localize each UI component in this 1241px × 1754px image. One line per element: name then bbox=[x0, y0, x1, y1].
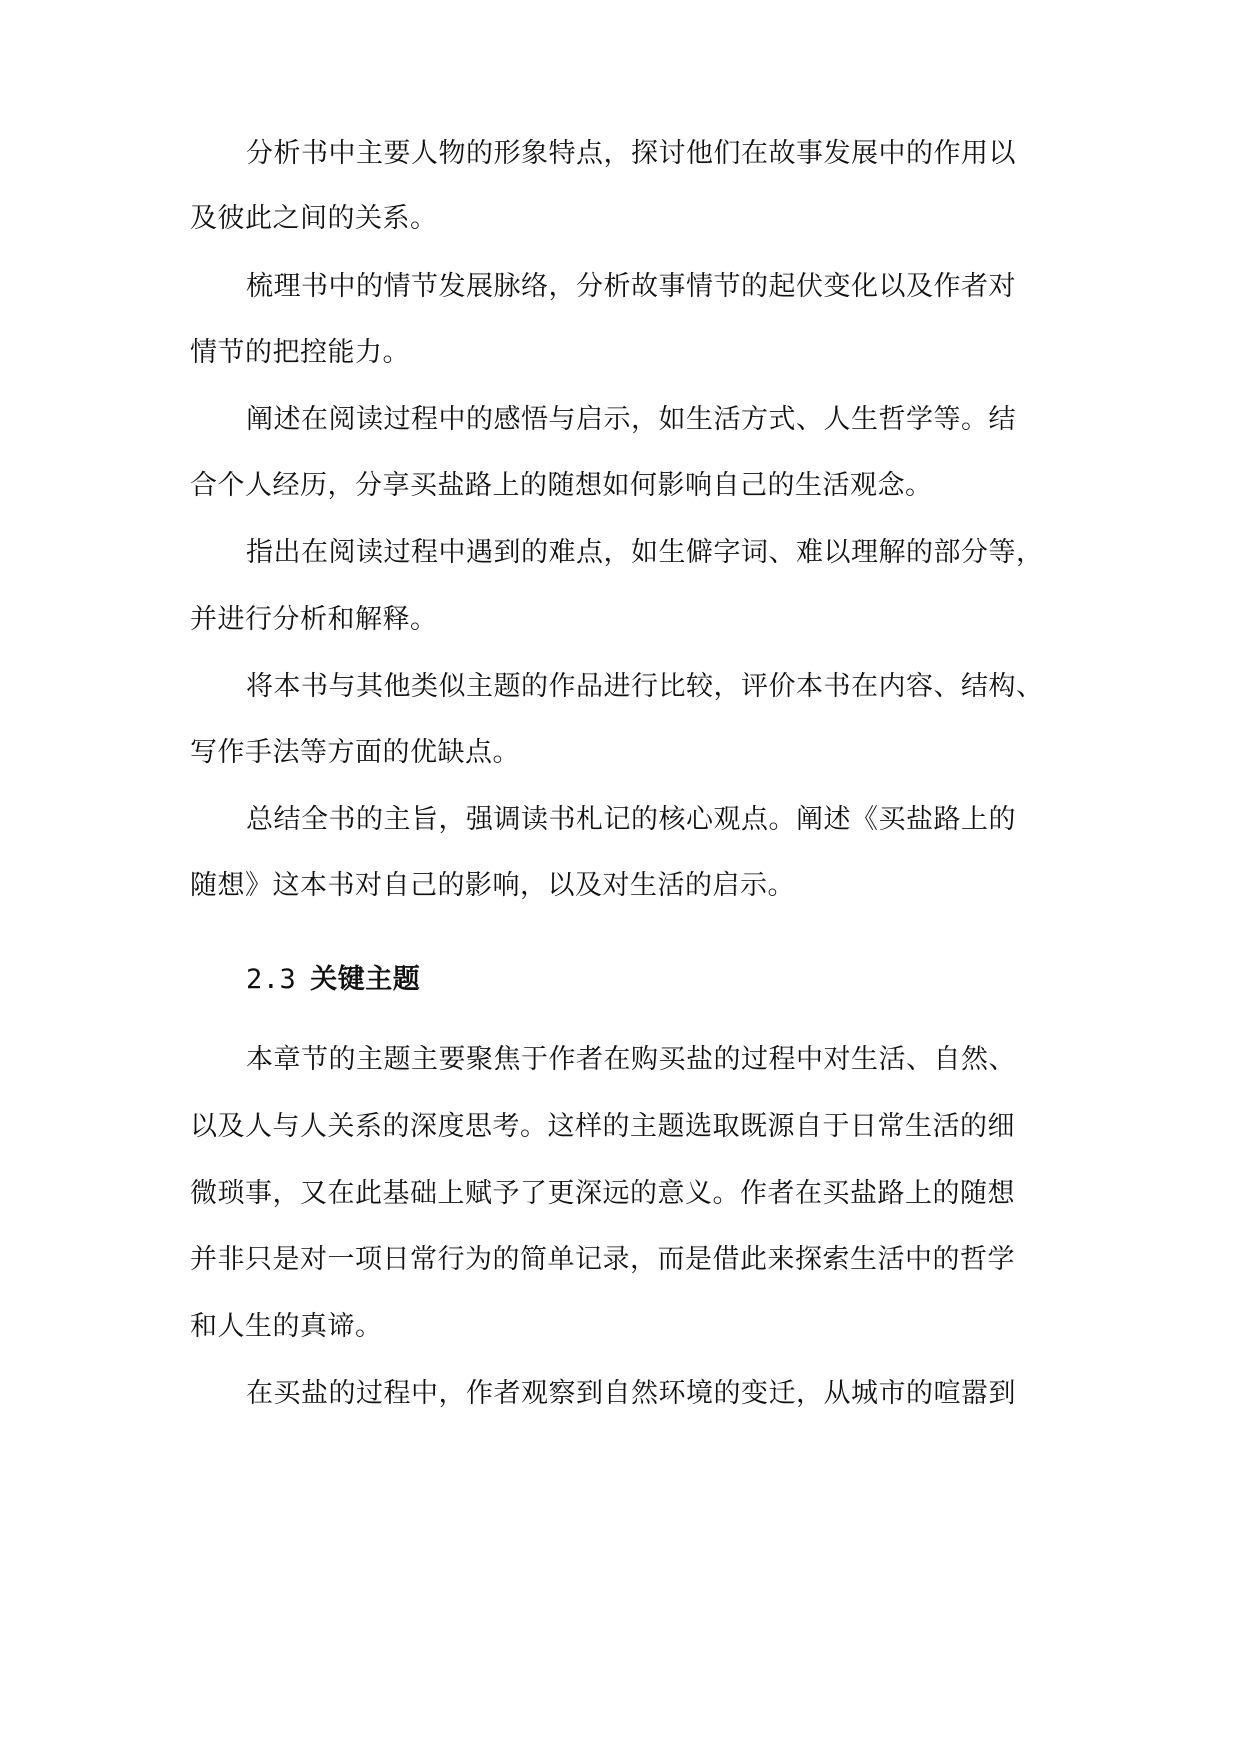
paragraph-3-line-2: 合个人经历，分享买盐路上的随想如何影响自己的生活观念。 bbox=[190, 470, 933, 501]
paragraph-2-line-2: 情节的把控能力。 bbox=[190, 337, 410, 368]
section-paragraph-1-line-4: 并非只是对一项日常行为的简单记录，而是借此来探索生活中的哲学 bbox=[190, 1244, 1015, 1275]
section-paragraph-1-line-5: 和人生的真谛。 bbox=[190, 1311, 383, 1342]
section-heading bbox=[246, 960, 1126, 1000]
section-title: 关键主题 bbox=[310, 964, 421, 995]
paragraph-6-line-2: 随想》这本书对自己的影响，以及对生活的启示。 bbox=[190, 870, 795, 901]
paragraph-5-line-1: 将本书与其他类似主题的作品进行比较，评价本书在内容、结构、 bbox=[246, 671, 1044, 702]
paragraph-2-line-1: 梳理书中的情节发展脉络，分析故事情节的起伏变化以及作者对 bbox=[246, 271, 1016, 302]
paragraph-6-line-1: 总结全书的主旨，强调读书札记的核心观点。阐述《买盐路上的 bbox=[246, 804, 1016, 835]
paragraph-4-line-2: 并进行分析和解释。 bbox=[190, 604, 438, 635]
paragraph-5-line-2: 写作手法等方面的优缺点。 bbox=[190, 737, 520, 768]
section-number: 2.3 bbox=[246, 964, 297, 995]
paragraph-4-line-1: 指出在阅读过程中遇到的难点，如生僻字词、难以理解的部分等， bbox=[246, 537, 1044, 568]
section-paragraph-2-line-1: 在买盐的过程中，作者观察到自然环境的变迁，从城市的喧嚣到 bbox=[246, 1378, 1016, 1409]
section-paragraph-1-line-3: 微琐事，又在此基础上赋予了更深远的意义。作者在买盐路上的随想 bbox=[190, 1178, 1015, 1209]
paragraph-3-line-1: 阐述在阅读过程中的感悟与启示，如生活方式、人生哲学等。结 bbox=[246, 404, 1016, 435]
paragraph-1-line-1: 分析书中主要人物的形象特点，探讨他们在故事发展中的作用以 bbox=[246, 138, 1016, 169]
paragraph-1-line-2: 及彼此之间的关系。 bbox=[190, 203, 438, 234]
section-paragraph-1-line-2: 以及人与人关系的深度思考。这样的主题选取既源自于日常生活的细 bbox=[190, 1111, 1015, 1142]
section-paragraph-1-line-1: 本章节的主题主要聚焦于作者在购买盐的过程中对生活、自然、 bbox=[246, 1044, 1016, 1075]
